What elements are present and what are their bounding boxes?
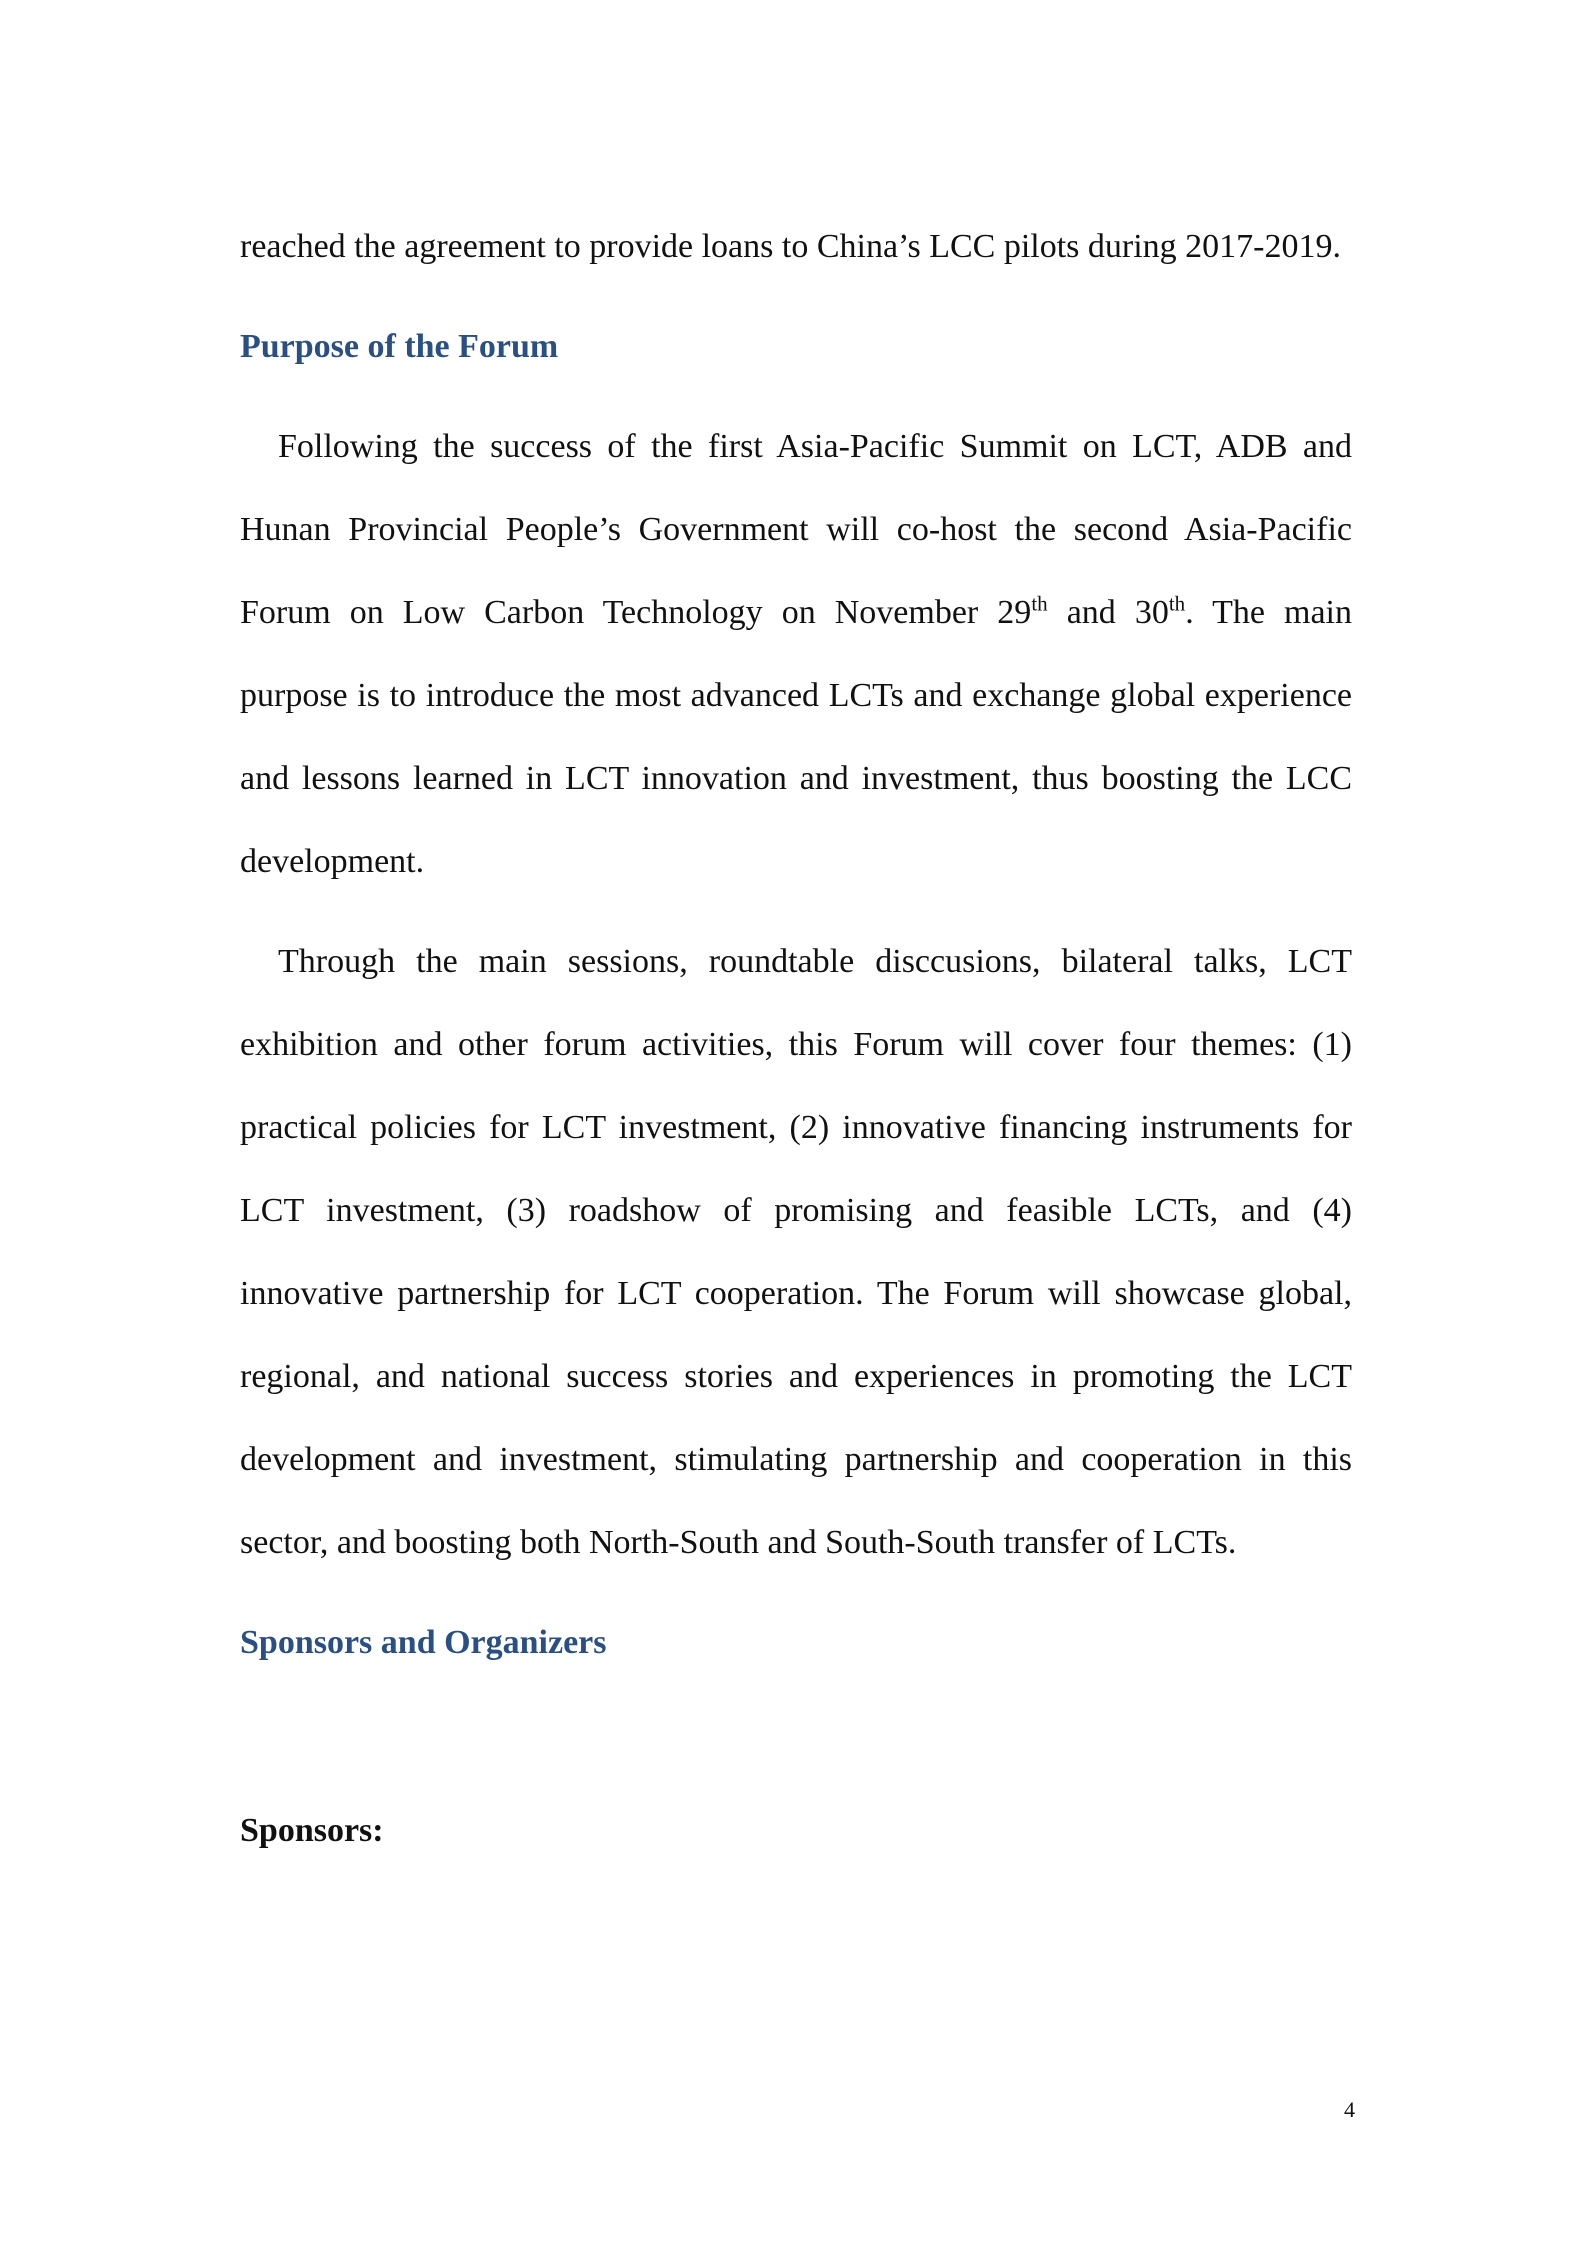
spacer bbox=[240, 1684, 1352, 1789]
subheading-sponsors: Sponsors: bbox=[240, 1812, 384, 1849]
purpose-paragraph-1-part3: . The main purpose is to introduce the most advanced LCTs and exchange global experience and lessons learned in LCT innovation and investment, thus boosting the LCC development. bbox=[240, 594, 1353, 880]
spacer bbox=[240, 1584, 1352, 1601]
superscript-th: th bbox=[1168, 591, 1186, 616]
spacer bbox=[240, 288, 1352, 305]
purpose-paragraph-1-part1: Following the success of the first Asia-Pacific Summit on LCT, ADB and Hunan Provincial People’s Government will co-host the second Asia-Pacific Forum on Low Carbon Technology on November 29 bbox=[240, 428, 1352, 631]
heading-sponsors-and-organizers: Sponsors and Organizers bbox=[240, 1624, 607, 1661]
spacer bbox=[240, 903, 1352, 920]
purpose-paragraph-1-part2: and 30 bbox=[1047, 594, 1169, 631]
spacer bbox=[240, 388, 1352, 405]
purpose-paragraph-2: Through the main sessions, roundtable disccusions, bilateral talks, LCT exhibition and other forum activities, this Forum will cover four themes: (1) practical policies for LCT investment, (2) innovative financing instruments for LCT investment, (3) roadshow of promising and feasible LCTs, and (4) innovative partnership for LCT cooperation. The Forum will showcase global, regional, and national success stories and experiences in promoting the LCT development and investment, stimulating partnership and cooperation in this sector, and boosting both North-South and South-South transfer of LCTs. bbox=[240, 943, 1352, 1561]
page-number: 4 bbox=[1344, 2097, 1355, 2122]
superscript-th: th bbox=[1031, 591, 1048, 616]
heading-purpose-of-forum: Purpose of the Forum bbox=[240, 328, 559, 365]
purpose-paragraph-1 bbox=[240, 405, 1352, 903]
page-content bbox=[240, 205, 1352, 1872]
continued-paragraph: reached the agreement to provide loans to China’s LCC pilots during 2017-2019. bbox=[240, 228, 1341, 265]
